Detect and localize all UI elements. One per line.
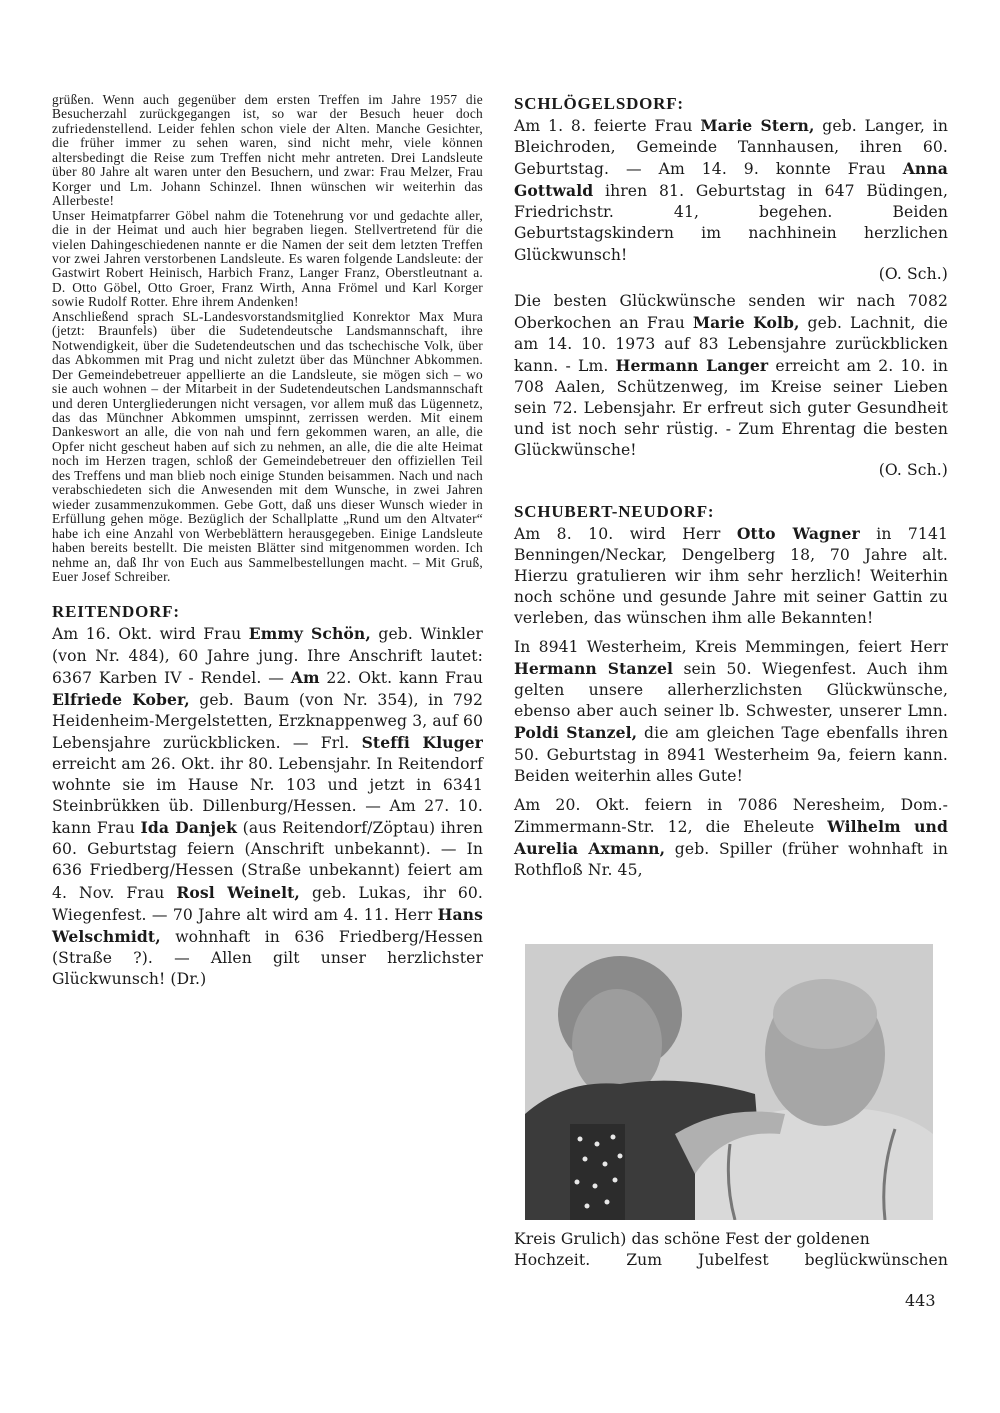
person-name: Elfriede Kober, xyxy=(52,689,190,709)
section-heading-reitendorf: REITENDORF: xyxy=(52,602,180,622)
person-name: Poldi Stanzel, xyxy=(514,723,638,743)
person-name: Anna Gottwald xyxy=(514,159,948,201)
left-column xyxy=(52,93,483,998)
reitendorf-paragraph: Am 16. Okt. wird Frau Emmy Schön, geb. Winkler (von Nr. 484), 60 Jahre jung. Ihre Anschrift lautet: 6367 Karben IV - Rendel. — Am 22. Okt. kann Frau Elfriede Kober, geb. Baum (von Nr. 354), in 792 Heidenheim-Mergelstetten, Erzknappenweg 3, auf 60 Lebensjahre zurückblicken. — Frl. Steffi Kluger erreicht am 26. Okt. ihr 80. Lebensjahr. In Reitendorf wohnte sie im Hause Nr. 103 und jetzt in 6341 Steinbrükken üb. Dillenburg/Hessen. — Am 27. 10. kann Frau Ida Danjek (aus Reitendorf/Zöptau) ihren 60. Geburtstag feiern (Anschrift unbekannt). — In 636 Friedberg/Hessen (Straße unbekannt) feiert am 4. Nov. Frau Rosl Weinelt, geb. Lukas, ihr 60. Wiegenfest. — 70 Jahre alt wird am 4. 11. Herr Hans Welschmidt, wohnhaft in 636 Friedberg/Hessen (Straße ?). — Allen gilt unser herzlichster Glückwunsch! (Dr.) xyxy=(52,624,483,988)
person-name: Emmy Schön, xyxy=(248,624,371,644)
person-name: Hermann Langer xyxy=(615,356,769,376)
section-heading-schloegelsdorf: SCHLÖGELSDORF: xyxy=(514,94,684,113)
couple-photo xyxy=(525,944,933,1220)
person-name: Ida Danjek xyxy=(140,818,238,838)
page-number: 443 xyxy=(905,1291,936,1310)
reitendorf-section xyxy=(52,623,483,990)
person-name: Am xyxy=(290,667,320,687)
person-name: Hermann Stanzel xyxy=(514,659,674,679)
report-paragraph-3: Anschließend sprach SL-Landesvorstandsmitglied Konrektor Max Mura (jetzt: Braunfels) über die Sudetendeutsche Landsmannschaft, ihre Notwendigkeit, über die Sudetendeutschen und das tschechische Volk, über das Abkommen mit Prag und nicht zuletzt über das Münchner Abkommen. Der Gemeindebetreuer appellierte an die Landsleute, sie mögen sich – wo sie auch wohnen – der Mitarbeit in der Sudetendeutschen Landsmannschaft und deren Untergliederungen nicht versagen, vor allem muß das Lügennetz, das das Münchner Abkommen umspinnt, zerrissen werden. Mit einem Dankeswort an alle, die von nah und fern gekommen waren, an alle, die Opfer nicht gescheut haben auf sich zu nehmen, an alle, die die alte Heimat noch im Herzen tragen, schloß der Gemeindebetreuer den offiziellen Teil des Treffens und man blieb noch einige Stunden beisammen. Nach und nach verabschiedeten sich die Anwesenden mit dem Wunsche, in zwei Jahren wieder zusammenzukommen. Gebe Gott, daß uns dieser Wunsch wieder in Erfüllung gehen möge. Bezüglich der Schallplatte „Rund um den Altvater“ habe ich eine Anzahl von Werbeblättern herausgegeben. Einige Landsleute haben bereits bestellt. Die meisten Blätter sind mitgenommen worden. Ich nehme an, daß Ihr von Euch aus Sammelbestellungen macht. – Mit Gruß, Euer Josef Schreiber. xyxy=(52,308,483,584)
schubert-neudorf-paragraph-1: Am 8. 10. wird Herr Otto Wagner in 7141 Benningen/Neckar, Dengelberg 18, 70 Jahre alt. Hierzu gratulieren wir ihm sehr herzlich! Weiterhin noch schöne und gesunde Jahre mit seiner Gattin zu verleben, das wünschen ihm alle Bekannten! xyxy=(514,523,948,627)
person-name: Steffi Kluger xyxy=(361,732,483,752)
report-paragraph-1: grüßen. Wenn auch gegenüber dem ersten Treffen im Jahre 1957 die Besucherzahl zurückgegangen ist, so war der Besuch heuer doch zufriedenstellend. Leider fehlen schon viele der Alten. Manche Gesichter, die früher immer zu sehen waren, sind nicht mehr, viele können altersbedingt die Reise zum Treffen nicht mehr antreten. Drei Landsleute über 80 Jahre alt waren unter den Besuchern, und zwar: Frau Melzer, Frau Korger und Lm. Johann Schinzel. Ihnen wünschen wir weiterhin das Allerbeste! xyxy=(52,92,483,209)
schubert-neudorf-section xyxy=(514,523,948,882)
person-name: Marie Stern, xyxy=(700,116,815,135)
schubert-neudorf-paragraph-3: Am 20. Okt. feiern in 7086 Neresheim, Dom.-Zimmermann-Str. 12, die Eheleute Wilhelm und Aurelia Axmann, geb. Spiller (früher wohnhaft in Rothfloß Nr. 45, xyxy=(514,795,948,879)
person-name: Rosl Weinelt, xyxy=(176,882,300,902)
person-name: Wilhelm und Aurelia Axmann, xyxy=(514,816,948,858)
schloegelsdorf-paragraph-1: Am 1. 8. feierte Frau Marie Stern, geb. Langer, in Bleichroden, Gemeinde Tannhausen, ihren 60. Geburtstag. — Am 14. 9. konnte Frau Anna Gottwald ihren 81. Geburtstag in 647 Büdingen, Friedrichstr. 41, begehen. Beiden Geburtstagskindern im nachhinein herzlichen Glückwunsch! xyxy=(514,116,948,264)
person-name: Otto Wagner xyxy=(736,523,860,543)
photo-image xyxy=(525,944,933,1220)
right-column xyxy=(514,93,948,889)
section-heading-schubert-neudorf: SCHUBERT-NEUDORF: xyxy=(514,501,715,521)
schloegelsdorf-section xyxy=(514,115,948,481)
schloegelsdorf-paragraph-2: Die besten Glückwünsche senden wir nach 7082 Oberkochen an Frau Marie Kolb, geb. Lachnit, die am 14. 10. 1973 auf 83 Lebensjahre zurückblicken kann. - Lm. Hermann Langer erreicht am 2. 10. in 708 Aalen, Schützenweg, im Kreise seiner Lieben sein 72. Lebensjahr. Er erfreut sich guter Gesundheit und ist noch sehr rüstig. - Zum Ehrentag die besten Glückwünsche! xyxy=(514,291,949,460)
schubert-neudorf-paragraph-2: In 8941 Westerheim, Kreis Memmingen, feiert Herr Hermann Stanzel sein 50. Wiegenfest. Auch ihm gelten unsere allerherzlichsten Glückwünsche, ebenso aber auch seiner lb. Schwester, unserer Lmn. Poldi Stanzel, die am gleichen Tage ebenfalls ihren 50. Geburtstag in 8941 Westerheim 9a, feiern kann. Beiden weiterhin alles Gute! xyxy=(514,638,949,785)
report-paragraph-2: Unser Heimatpfarrer Göbel nahm die Totenehrung vor und gedachte aller, die in der Heimat und auch hier begraben liegen. Stellvertretend für die vielen Dahingeschiedenen nannte er die Namen der seit dem letzten Treffen vor zwei Jahren verstorbenen Landsleute. Es waren folgende Landsleute: der Gastwirt Robert Heinisch, Harbich Franz, Langer Franz, Oberstleutnant a. D. Otto Göbel, Otto Groer, Franz Wirth, Anna Frömel und Karl Korger sowie Rudolf Rotter. Ehre ihrem Andenken! xyxy=(52,207,483,310)
author-signature: (O. Sch.) xyxy=(878,460,948,479)
article-continuation: Kreis Grulich) das schöne Fest der goldenen Hochzeit. Zum Jubelfest beglückwünschen xyxy=(514,1230,948,1270)
person-name: Marie Kolb, xyxy=(692,312,800,332)
person-name: Hans Welschmidt, xyxy=(52,904,483,946)
meeting-report xyxy=(52,93,483,584)
author-signature: (O. Sch.) xyxy=(878,264,948,283)
